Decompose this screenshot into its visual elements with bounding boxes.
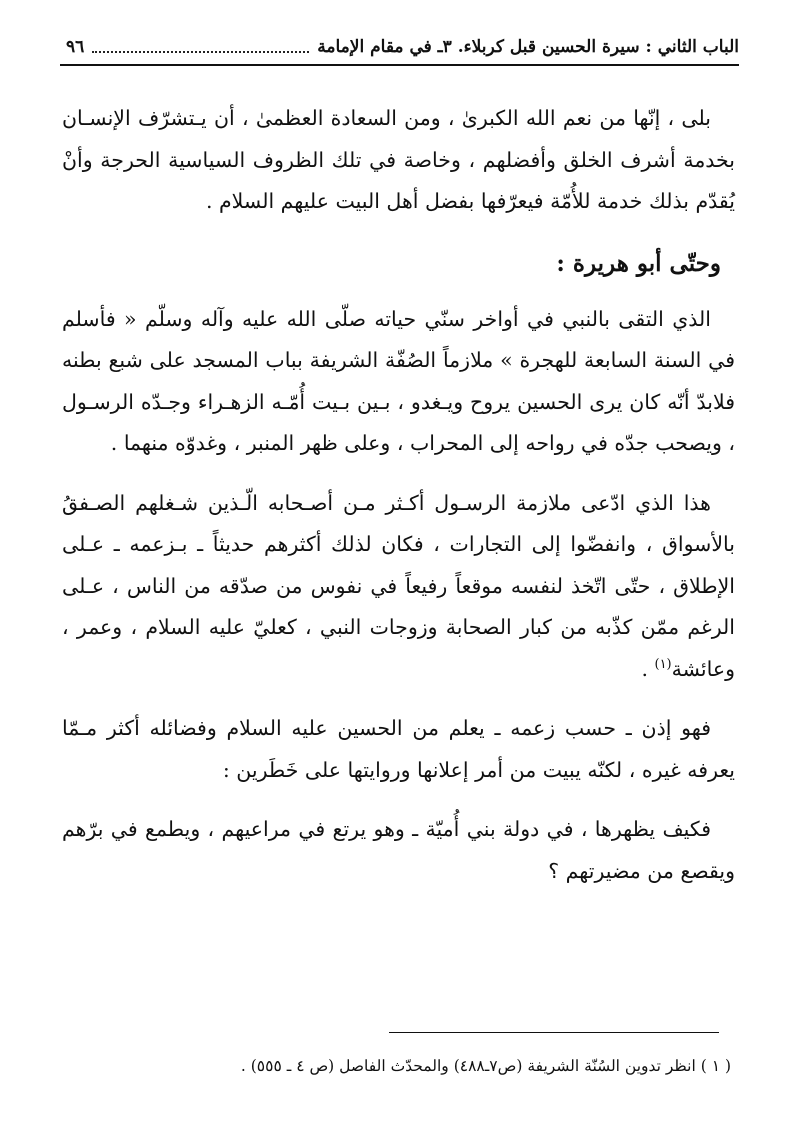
- paragraph-3: [62, 483, 735, 691]
- paragraph-3-text: هذا الذي ادّعى ملازمة الرسـول أكـثر مـن أصـحابه الّـذين شـغلهم الصـفقُ بالأسواق ، وانفضّوا إلى التجارات ، فكان لذلك أكثرهم حديثاً ـ بـزعمه ـ عـلى الإطلاق ، حتّى اتّخذ لنفسه موقعاً رفيعاً في نفوس من صدّقه من الناس ، عـلى الرغم ممّن كذّبه من كبار الصحابة وزوجات النبي ، كعليّ عليه السلام ، وعمر ، وعائشة: [62, 490, 735, 681]
- page-number: ٩٦: [66, 37, 85, 57]
- footnote-rule: [389, 1032, 719, 1033]
- header-dot-leader: [92, 41, 309, 53]
- paragraph-5: فكيف يظهرها ، في دولة بني أُميّة ـ وهو يرتع في مراعيهم ، ويطمع في برّهم ويقصع من مضيرتهم ؟: [62, 817, 735, 883]
- footnote-ref[interactable]: (١): [654, 656, 672, 672]
- running-title: الباب الثاني : سيرة الحسين قبل كربلاء. ٣ـ في مقام الإمامة: [317, 37, 739, 57]
- paragraph-2: الذي التقى بالنبي في أواخر سنّي حياته صلّى الله عليه وآله وسلّم « فأسلم في السنة السابعة للهجرة » ملازماً الصُفّة الشريفة بباب المسجد على شبع بطنه فلابدّ أنّه كان يرى الحسين يروح ويـغدو ، بـين بـيت أُمّـه الزهـراء وجـدّه الرسـول ، ويصحب جدّه في رواحه إلى المحراب ، وعلى ظهر المنبر ، وغدوّه منهما .: [62, 306, 735, 455]
- paragraph-3-end: .: [641, 656, 655, 681]
- paragraph-1: بلى ، إنّها من نعم الله الكبرىٰ ، ومن السعادة العظمىٰ ، أن يـتشرّف الإنسـان بخدمة أشرف الخلق وأفضلهم ، وخاصة في تلك الظروف السياسية الحرجة وأنْ يُقدّم بذلك خدمة للأُمّة فيعرّفها بفضل أهل البيت عليهم السلام .: [62, 106, 735, 213]
- section-heading: وحتّى أبو هريرة :: [556, 249, 721, 277]
- paragraph-4: فهو إذن ـ حسب زعمه ـ يعلم من الحسين عليه السلام وفضائله أكثر مـمّا يعرفه غيره ، لكنّه يبيت من أمر إعلانها وروايتها على خَطَرين :: [62, 716, 735, 782]
- page-header: [66, 32, 739, 62]
- main-text: [62, 98, 735, 892]
- header-rule: [60, 64, 739, 66]
- footnote: ( ١ ) انظر تدوين السُنّة الشريفة (ص٧ـ٤٨٨) والمحدّث الفاصل (ص ٤ ـ ٥٥٥) .: [240, 1057, 731, 1075]
